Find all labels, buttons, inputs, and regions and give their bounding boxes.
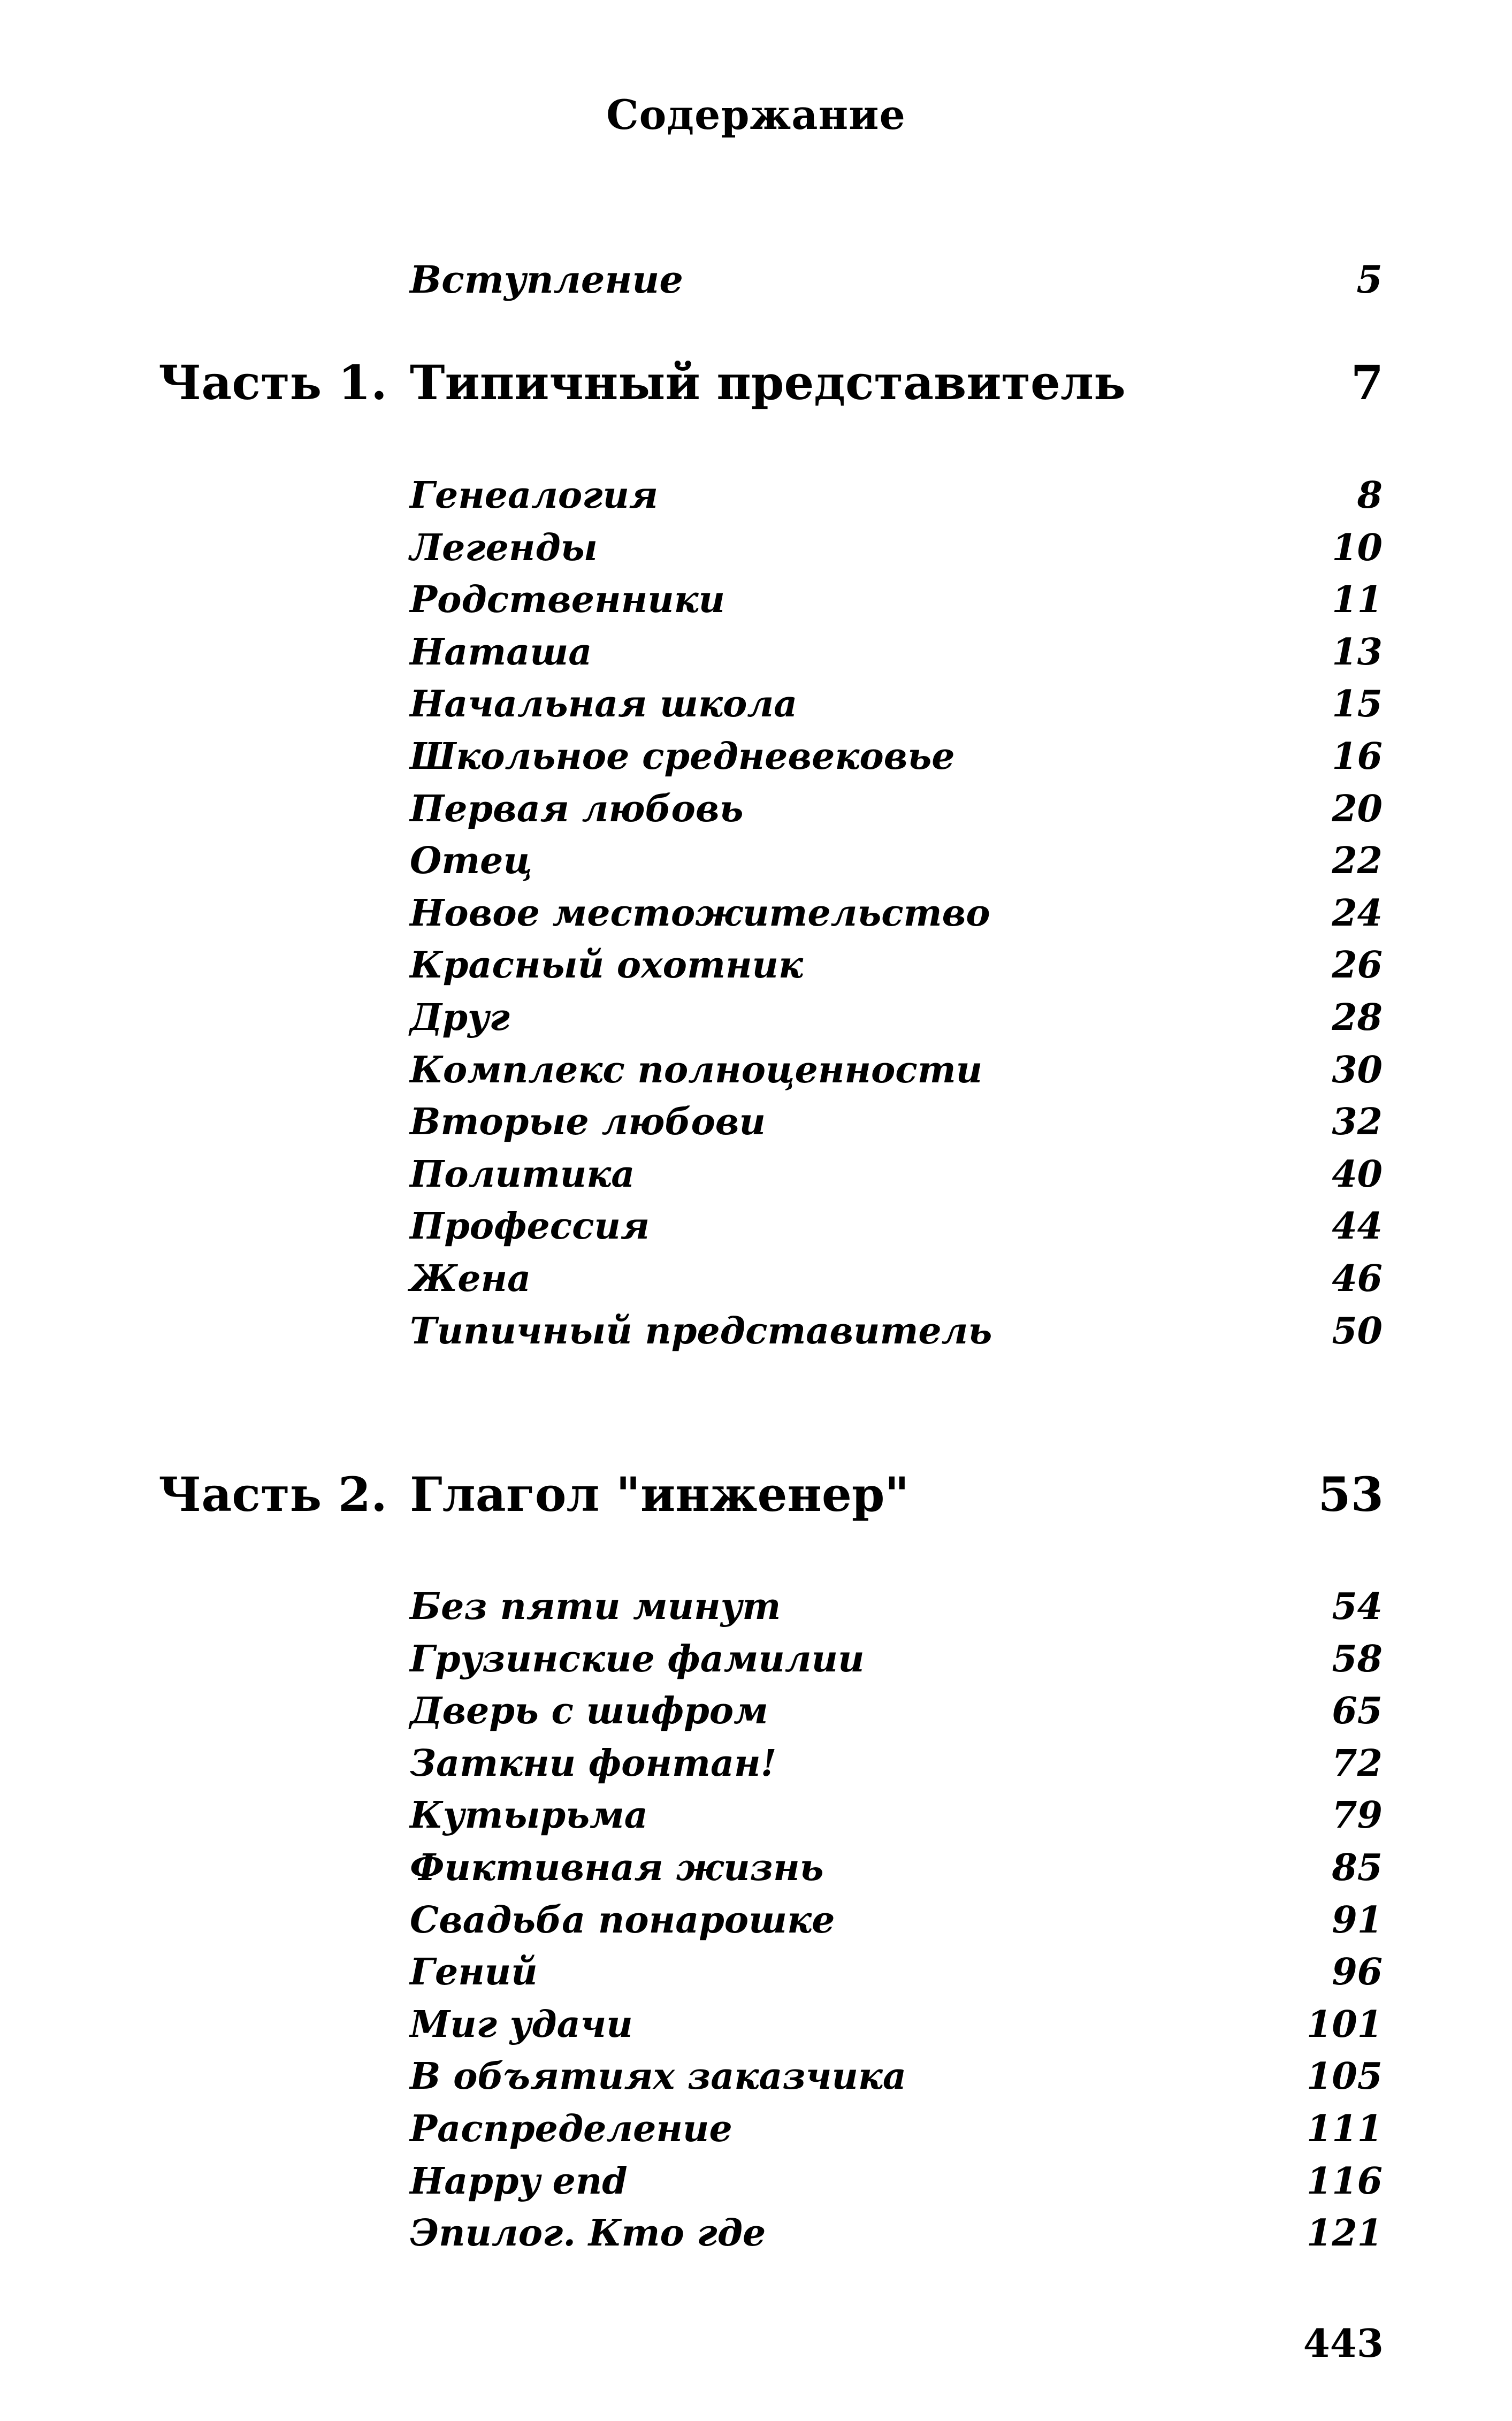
chapter-page-number: 79 bbox=[1332, 1794, 1383, 1837]
chapter-page-number: 15 bbox=[1332, 683, 1383, 726]
chapter-title: Красный охотник bbox=[410, 944, 803, 987]
chapter-title: Фиктивная жизнь bbox=[410, 1846, 824, 1889]
chapter-page-number: 54 bbox=[1332, 1585, 1383, 1628]
chapter-page-number: 111 bbox=[1307, 2107, 1383, 2150]
chapter-page-number: 91 bbox=[1332, 1898, 1383, 1942]
toc-entry bbox=[410, 1842, 1383, 1895]
chapter-title: Профессия bbox=[410, 1205, 650, 1248]
chapter-page-number: 121 bbox=[1307, 2212, 1383, 2255]
toc-entry bbox=[410, 1581, 1383, 1633]
chapter-title: Happy end bbox=[410, 2159, 628, 2203]
chapter-title: Эпилог. Кто где bbox=[410, 2212, 766, 2255]
toc-entry bbox=[410, 1096, 1383, 1149]
chapter-title: Отец bbox=[410, 839, 533, 883]
page-number: 443 bbox=[1303, 2320, 1384, 2366]
part-page-number: 7 bbox=[1350, 355, 1384, 410]
part-title: Типичный представитель bbox=[410, 355, 1126, 410]
chapter-page-number: 20 bbox=[1332, 787, 1383, 830]
chapter-page-number: 26 bbox=[1332, 944, 1383, 987]
chapter-list-part-2 bbox=[410, 1581, 1383, 2260]
part-page-number: 53 bbox=[1318, 1467, 1384, 1522]
chapter-page-number: 10 bbox=[1332, 526, 1383, 569]
chapter-page-number: 72 bbox=[1332, 1742, 1383, 1785]
toc-entry bbox=[410, 888, 1383, 940]
chapter-page-number: 16 bbox=[1332, 735, 1383, 778]
chapter-page-number: 8 bbox=[1357, 474, 1383, 517]
toc-entry bbox=[410, 940, 1383, 992]
chapter-page-number: 65 bbox=[1332, 1690, 1383, 1733]
chapter-title: Первая любовь bbox=[410, 787, 744, 830]
chapter-page-number: 85 bbox=[1332, 1846, 1383, 1889]
chapter-title: Распределение bbox=[410, 2107, 732, 2150]
chapter-title: Заткни фонтан! bbox=[410, 1742, 777, 1785]
chapter-title: Легенды bbox=[410, 526, 598, 569]
chapter-title: Наташа bbox=[410, 630, 592, 674]
chapter-page-number: 11 bbox=[1332, 578, 1383, 622]
chapter-title: Новое местожительство bbox=[410, 891, 990, 935]
part-label: Часть 1. bbox=[158, 355, 387, 410]
toc-entry bbox=[410, 522, 1383, 575]
chapter-page-number: 28 bbox=[1332, 996, 1383, 1039]
chapter-title: Школьное средневековье bbox=[410, 735, 955, 778]
chapter-page-number: 105 bbox=[1307, 2055, 1383, 2098]
part-heading-2 bbox=[158, 1460, 1384, 1529]
chapter-title: Политика bbox=[410, 1152, 635, 1196]
toc-entry bbox=[410, 1685, 1383, 1738]
toc-entry bbox=[410, 1305, 1383, 1358]
toc-entry bbox=[410, 678, 1383, 731]
toc-entry bbox=[410, 1895, 1383, 1947]
part-heading-1 bbox=[158, 348, 1384, 417]
chapter-page-number: 40 bbox=[1332, 1152, 1383, 1196]
chapter-title: Без пяти минут bbox=[410, 1585, 781, 1628]
toc-entry bbox=[410, 2156, 1383, 2208]
part-label: Часть 2. bbox=[158, 1467, 387, 1522]
toc-entry bbox=[410, 1253, 1383, 1305]
toc-entry bbox=[410, 1044, 1383, 1097]
chapter-page-number: 58 bbox=[1332, 1637, 1383, 1681]
chapter-page-number: 116 bbox=[1307, 2159, 1383, 2203]
chapter-page-number: 96 bbox=[1332, 1951, 1383, 1994]
chapter-title: Свадьба понарошке bbox=[410, 1898, 835, 1942]
toc-entry bbox=[410, 992, 1383, 1044]
chapter-title: Миг удачи bbox=[410, 2003, 633, 2046]
part-title: Глагол "инженер" bbox=[410, 1467, 910, 1522]
toc-entry bbox=[410, 2051, 1383, 2103]
toc-entry bbox=[410, 1633, 1383, 1686]
chapter-page-number: 22 bbox=[1332, 839, 1383, 883]
chapter-title: Друг bbox=[410, 996, 510, 1039]
chapter-page-number: 30 bbox=[1332, 1048, 1383, 1091]
chapter-title: Вторые любови bbox=[410, 1101, 766, 1144]
chapter-page-number: 44 bbox=[1332, 1205, 1383, 1248]
chapter-title: Жена bbox=[410, 1257, 531, 1300]
chapter-page-number: 13 bbox=[1332, 630, 1383, 674]
toc-entry-intro bbox=[410, 250, 1383, 309]
chapter-title: Дверь с шифром bbox=[410, 1690, 768, 1733]
toc-entry bbox=[410, 835, 1383, 888]
page-title: Содержание bbox=[606, 91, 906, 139]
chapter-title: Грузинские фамилии bbox=[410, 1637, 865, 1681]
chapter-list-part-1 bbox=[410, 470, 1383, 1357]
toc-entry bbox=[410, 2208, 1383, 2260]
toc-entry bbox=[410, 783, 1383, 836]
chapter-title: Родственники bbox=[410, 578, 726, 622]
chapter-page-number: 32 bbox=[1332, 1101, 1383, 1144]
toc-entry bbox=[410, 1946, 1383, 1999]
toc-entry bbox=[410, 574, 1383, 627]
toc-entry bbox=[410, 731, 1383, 783]
toc-entry bbox=[410, 2103, 1383, 2156]
chapter-page-number: 46 bbox=[1332, 1257, 1383, 1300]
chapter-title: Кутырьма bbox=[410, 1794, 648, 1837]
chapter-title: В объятиях заказчика bbox=[410, 2055, 906, 2098]
toc-entry bbox=[410, 1738, 1383, 1790]
chapter-title: Гений bbox=[410, 1951, 538, 1994]
toc-entry bbox=[410, 1999, 1383, 2051]
intro-title: Вступление bbox=[410, 257, 683, 302]
chapter-page-number: 101 bbox=[1307, 2003, 1383, 2046]
toc-entry bbox=[410, 1201, 1383, 1253]
chapter-title: Типичный представитель bbox=[410, 1309, 992, 1353]
chapter-page-number: 50 bbox=[1332, 1309, 1383, 1353]
toc-entry bbox=[410, 470, 1383, 522]
toc-entry bbox=[410, 627, 1383, 679]
chapter-page-number: 24 bbox=[1332, 891, 1383, 935]
chapter-title: Комплекс полноценности bbox=[410, 1048, 983, 1091]
chapter-title: Генеалогия bbox=[410, 474, 659, 517]
toc-entry bbox=[410, 1790, 1383, 1842]
intro-page-number: 5 bbox=[1356, 257, 1383, 302]
chapter-title: Начальная школа bbox=[410, 683, 798, 726]
toc-entry bbox=[410, 1149, 1383, 1201]
